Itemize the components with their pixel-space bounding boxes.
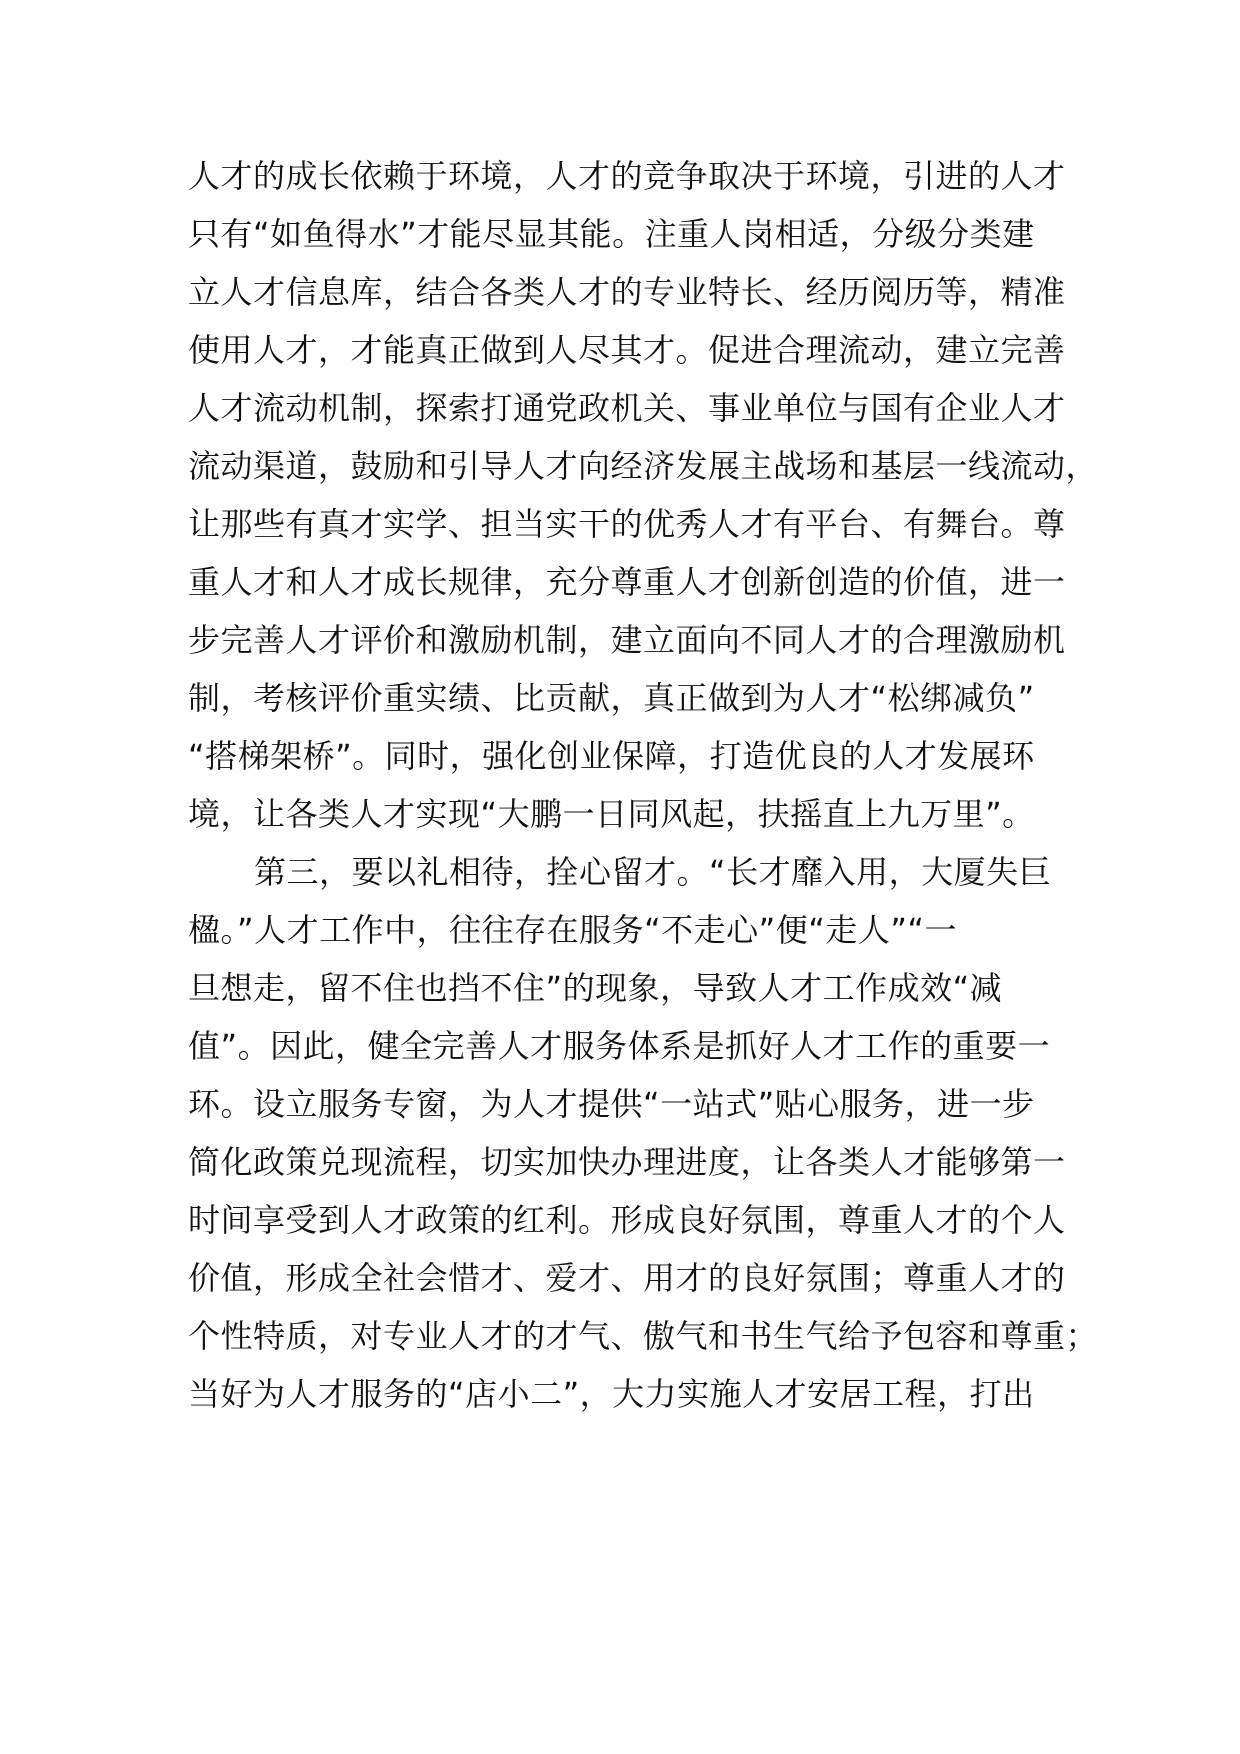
text-line-20: 价值，形成全社会惜才、爱才、用才的良好氛围；尊重人才的: [188, 1259, 1066, 1297]
text-line-1: 人才的成长依赖于环境，人才的竞争取决于环境，引进的人才: [188, 157, 1066, 195]
text-line-2: 只有“如鱼得水”才能尽显其能。注重人岗相适，分级分类建: [188, 215, 1035, 253]
text-line-6: 流动渠道，鼓励和引导人才向经济发展主战场和基层一线流动，: [188, 447, 1099, 485]
text-line-10: 制，考核评价重实绩、比贡献，真正做到为人才“松绑减负”: [188, 679, 1035, 717]
text-line-13-indented: 第三，要以礼相待，拴心留才。“长才靡入用，大厦失巨: [254, 853, 1052, 891]
text-line-9: 步完善人才评价和激励机制，建立面向不同人才的合理激励机: [188, 621, 1066, 659]
text-line-14: 楹。”人才工作中，往往存在服务“不走心”便“走人”“一: [188, 911, 957, 949]
text-line-4: 使用人才，才能真正做到人尽其才。促进合理流动，建立完善: [188, 331, 1066, 369]
text-line-22: 当好为人才服务的“店小二”，大力实施人才安居工程，打出: [188, 1375, 1035, 1413]
text-line-12: 境，让各类人才实现“大鹏一日同风起，扶摇直上九万里”。: [188, 795, 1035, 833]
text-line-19: 时间享受到人才政策的红利。形成良好氛围，尊重人才的个人: [188, 1201, 1066, 1239]
text-line-5: 人才流动机制，探索打通党政机关、事业单位与国有企业人才: [188, 389, 1066, 427]
text-line-3: 立人才信息库，结合各类人才的专业特长、经历阅历等，精准: [188, 273, 1066, 311]
text-line-17: 环。设立服务专窗，为人才提供“一站式”贴心服务，进一步: [188, 1085, 1035, 1123]
text-line-21: 个性特质，对专业人才的才气、傲气和书生气给予包容和尊重；: [188, 1317, 1099, 1355]
text-line-18: 简化政策兑现流程，切实加快办理进度，让各类人才能够第一: [188, 1143, 1066, 1181]
text-line-8: 重人才和人才成长规律，充分尊重人才创新创造的价值，进一: [188, 563, 1066, 601]
text-line-11: “搭梯架桥”。同时，强化创业保障，打造优良的人才发展环: [188, 737, 1035, 775]
text-line-15: 旦想走，留不住也挡不住”的现象，导致人才工作成效“减: [188, 969, 1003, 1007]
text-line-7: 让那些有真才实学、担当实干的优秀人才有平台、有舞台。尊: [188, 505, 1066, 543]
text-line-16: 值”。因此，健全完善人才服务体系是抓好人才工作的重要一: [188, 1027, 1051, 1065]
